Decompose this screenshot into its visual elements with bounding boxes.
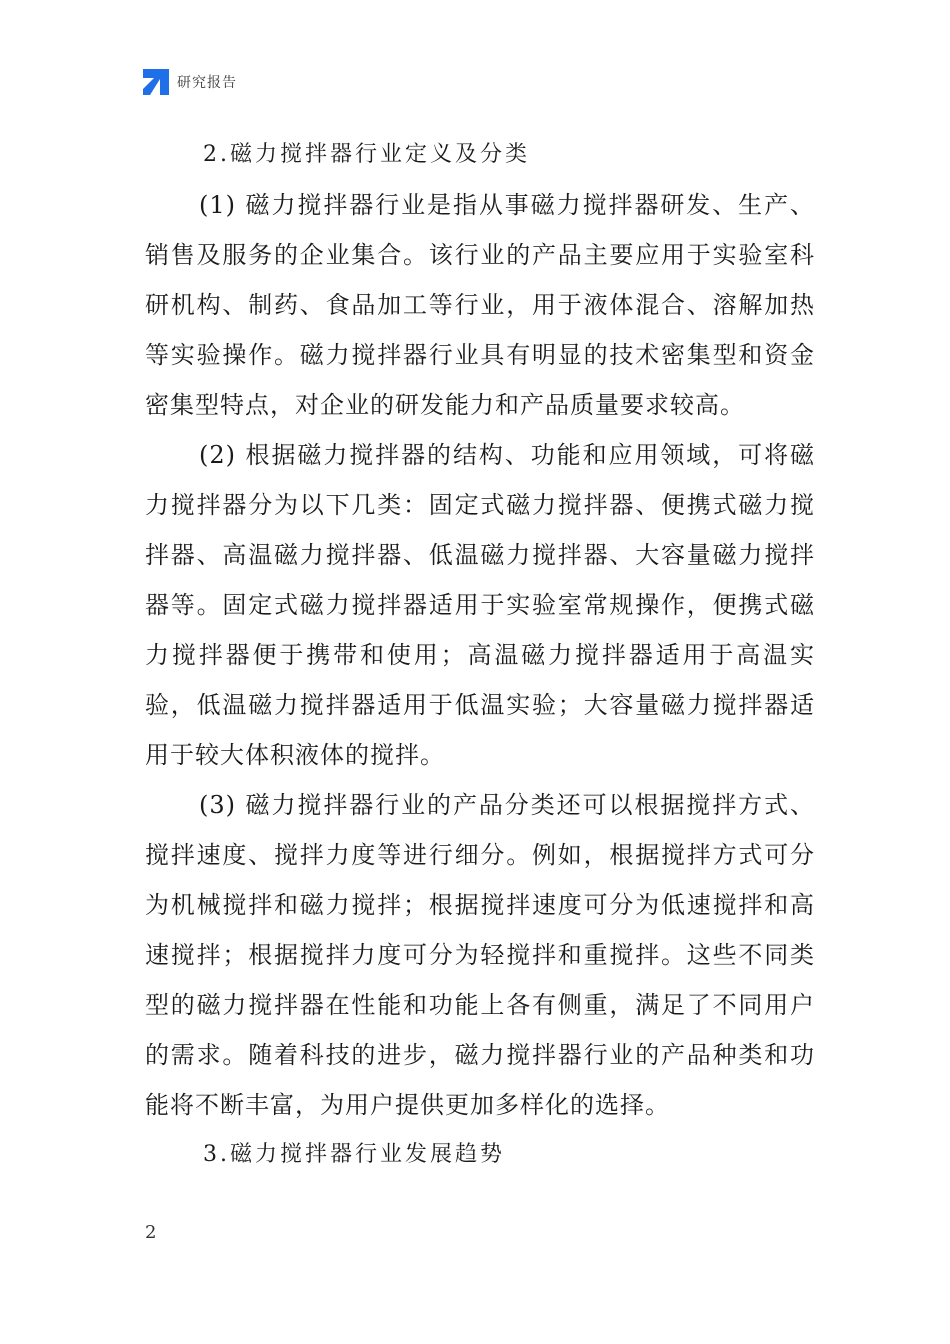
header-title: 研究报告 bbox=[177, 75, 237, 91]
page-number: 2 bbox=[145, 1222, 157, 1243]
report-logo-icon bbox=[143, 69, 169, 95]
section-heading-definition: 2.磁力搅拌器行业定义及分类 bbox=[203, 142, 530, 167]
document-body bbox=[145, 130, 815, 1180]
page-header bbox=[143, 66, 237, 98]
section-heading-trends: 3.磁力搅拌器行业发展趋势 bbox=[203, 1142, 505, 1167]
paragraph-1: (1) 磁力搅拌器行业是指从事磁力搅拌器研发、生产、销售及服务的企业集合。该行业的产品主要应用于实验室科研机构、制药、食品加工等行业，用于液体混合、溶解加热等实验操作。磁力搅拌器行业具有明显的技术密集型和资金密集型特点，对企业的研发能力和产品质量要求较高。 bbox=[145, 191, 815, 419]
paragraph-2: (2) 根据磁力搅拌器的结构、功能和应用领域，可将磁力搅拌器分为以下几类：固定式磁力搅拌器、便携式磁力搅拌器、高温磁力搅拌器、低温磁力搅拌器、大容量磁力搅拌器等。固定式磁力搅拌器适用于实验室常规操作，便携式磁力搅拌器便于携带和使用；高温磁力搅拌器适用于高温实验，低温磁力搅拌器适用于低温实验；大容量磁力搅拌器适用于较大体积液体的搅拌。 bbox=[145, 441, 815, 769]
paragraph-3: (3) 磁力搅拌器行业的产品分类还可以根据搅拌方式、搅拌速度、搅拌力度等进行细分。例如，根据搅拌方式可分为机械搅拌和磁力搅拌；根据搅拌速度可分为低速搅拌和高速搅拌；根据搅拌力度可分为轻搅拌和重搅拌。这些不同类型的磁力搅拌器在性能和功能上各有侧重，满足了不同用户的需求。随着科技的进步，磁力搅拌器行业的产品种类和功能将不断丰富，为用户提供更加多样化的选择。 bbox=[145, 791, 815, 1119]
